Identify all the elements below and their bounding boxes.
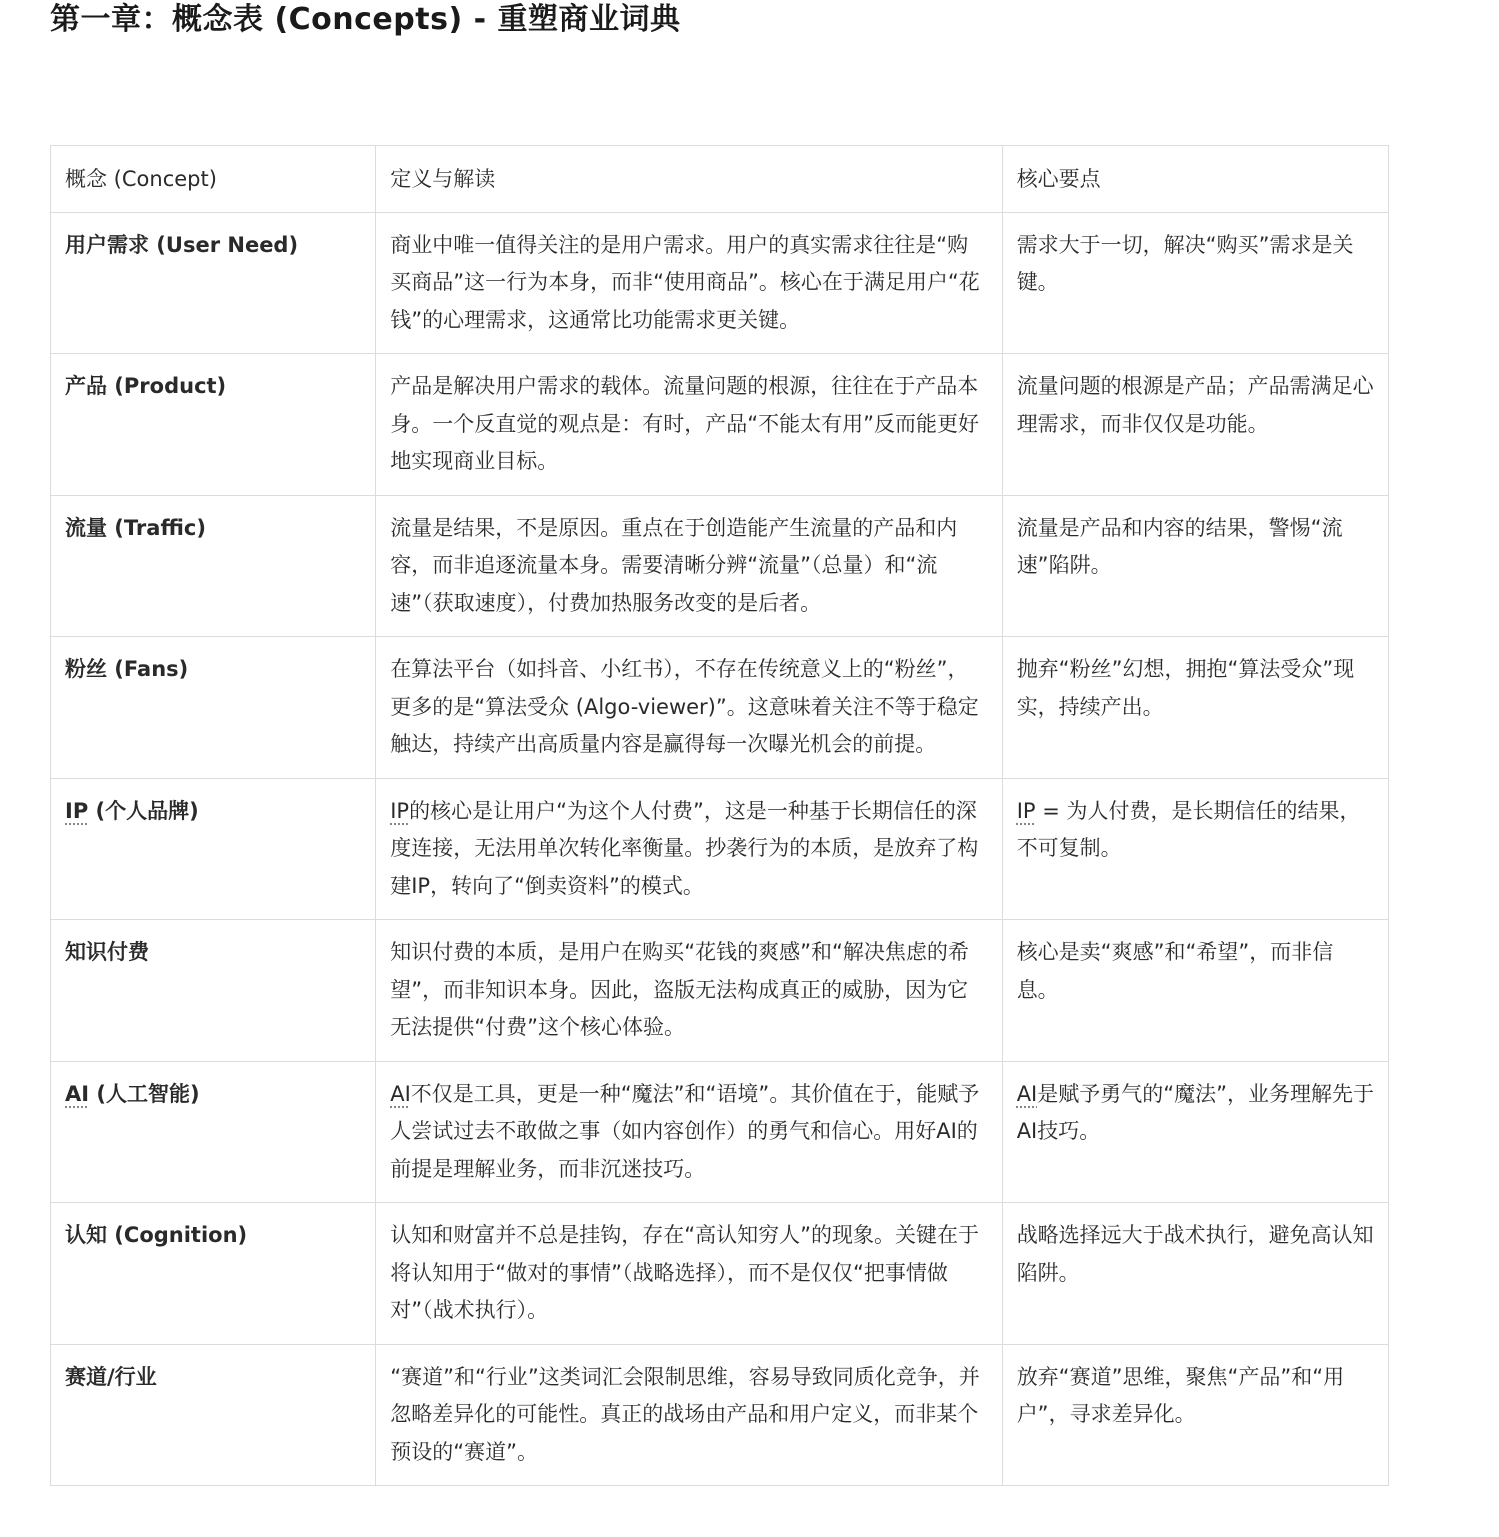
definition-cell: “赛道”和“行业”这类词汇会限制思维，容易导致同质化竞争，并忽略差异化的可能性。真正的战场由产品和用户定义，而非某个预设的“赛道”。: [376, 1344, 1002, 1486]
key-points-cell: 流量是产品和内容的结果，警惕“流速”陷阱。: [1002, 495, 1388, 637]
definition-cell: 知识付费的本质，是用户在购买“花钱的爽感”和“解决焦虑的希望”，而非知识本身。因此，盗版无法构成真正的威胁，因为它无法提供“付费”这个核心体验。: [376, 920, 1002, 1062]
definition-cell: 在算法平台（如抖音、小红书），不存在传统意义上的“粉丝”，更多的是“算法受众 (Algo-viewer)”。这意味着关注不等于稳定触达，持续产出高质量内容是赢得每一次曝光机会的前提。: [376, 637, 1002, 779]
concept-cell: 赛道/行业: [51, 1344, 376, 1486]
key-points-cell: 核心是卖“爽感”和“希望”，而非信息。: [1002, 920, 1388, 1062]
table-row: [51, 920, 1389, 1062]
definition-cell: 产品是解决用户需求的载体。流量问题的根源，往往在于产品本身。一个反直觉的观点是：有时，产品“不能太有用”反而能更好地实现商业目标。: [376, 354, 1002, 496]
definition-cell: 商业中唯一值得关注的是用户需求。用户的真实需求往往是“购买商品”这一行为本身，而非“使用商品”。核心在于满足用户“花钱”的心理需求，这通常比功能需求更关键。: [376, 212, 1002, 354]
concept-cell: 认知 (Cognition): [51, 1203, 376, 1345]
definition-text: 不仅是工具，更是一种“魔法”和“语境”。其价值在于，能赋予人尝试过去不敢做之事（如内容创作）的勇气和信心。用好AI的前提是理解业务，而非沉迷技巧。: [390, 1081, 980, 1181]
key-points-text: = 为人付费，是长期信任的结果，不可复制。: [1016, 798, 1361, 860]
table-row: [51, 778, 1389, 920]
header-definition: 定义与解读: [376, 146, 1002, 213]
table-row: [51, 1344, 1389, 1486]
key-points-cell: [1002, 778, 1388, 920]
header-concept: 概念 (Concept): [51, 146, 376, 213]
abbreviation: AI: [1016, 1081, 1038, 1106]
concept-text: (个人品牌): [88, 798, 199, 823]
table-row: [51, 495, 1389, 637]
concept-cell: 粉丝 (Fans): [51, 637, 376, 779]
definition-cell: 流量是结果，不是原因。重点在于创造能产生流量的产品和内容，而非追逐流量本身。需要清晰分辨“流量”（总量）和“流速”（获取速度），付费加热服务改变的是后者。: [376, 495, 1002, 637]
concept-cell: 知识付费: [51, 920, 376, 1062]
key-points-cell: 流量问题的根源是产品；产品需满足心理需求，而非仅仅是功能。: [1002, 354, 1388, 496]
key-points-cell: 战略选择远大于战术执行，避免高认知陷阱。: [1002, 1203, 1388, 1345]
page-title: 第一章：概念表 (Concepts) - 重塑商业词典: [50, 2, 681, 37]
key-points-cell: 放弃“赛道”思维，聚焦“产品”和“用户”，寻求差异化。: [1002, 1344, 1388, 1486]
table-row: [51, 1203, 1389, 1345]
concept-cell: [51, 778, 376, 920]
table-row: [51, 354, 1389, 496]
key-points-cell: 抛弃“粉丝”幻想，拥抱“算法受众”现实，持续产出。: [1002, 637, 1388, 779]
concept-cell: 用户需求 (User Need): [51, 212, 376, 354]
table-row: [51, 212, 1389, 354]
abbreviation: IP: [65, 798, 89, 823]
concepts-table: [50, 145, 1389, 1486]
table-header-row: [51, 146, 1389, 213]
definition-cell: 认知和财富并不总是挂钩，存在“高认知穷人”的现象。关键在于将认知用于“做对的事情”（战略选择），而不是仅仅“把事情做对”（战术执行）。: [376, 1203, 1002, 1345]
definition-cell: [376, 778, 1002, 920]
abbreviation: IP: [390, 798, 410, 823]
concept-cell: 产品 (Product): [51, 354, 376, 496]
definition-text: 的核心是让用户“为这个人付费”，这是一种基于长期信任的深度连接，无法用单次转化率衡量。抄袭行为的本质，是放弃了构建IP，转向了“倒卖资料”的模式。: [390, 798, 979, 898]
definition-cell: [376, 1061, 1002, 1203]
concept-text: (人工智能): [89, 1081, 200, 1106]
table-row: [51, 637, 1389, 779]
abbreviation: AI: [390, 1081, 411, 1106]
key-points-text: 是赋予勇气的“魔法”，业务理解先于AI技巧。: [1016, 1081, 1375, 1143]
key-points-cell: [1002, 1061, 1388, 1203]
abbreviation: AI: [65, 1081, 90, 1106]
table-row: [51, 1061, 1389, 1203]
abbreviation: IP: [1016, 798, 1036, 823]
concept-cell: [51, 1061, 376, 1203]
header-key-points: 核心要点: [1002, 146, 1388, 213]
key-points-cell: 需求大于一切，解决“购买”需求是关键。: [1002, 212, 1388, 354]
concept-cell: 流量 (Traffic): [51, 495, 376, 637]
